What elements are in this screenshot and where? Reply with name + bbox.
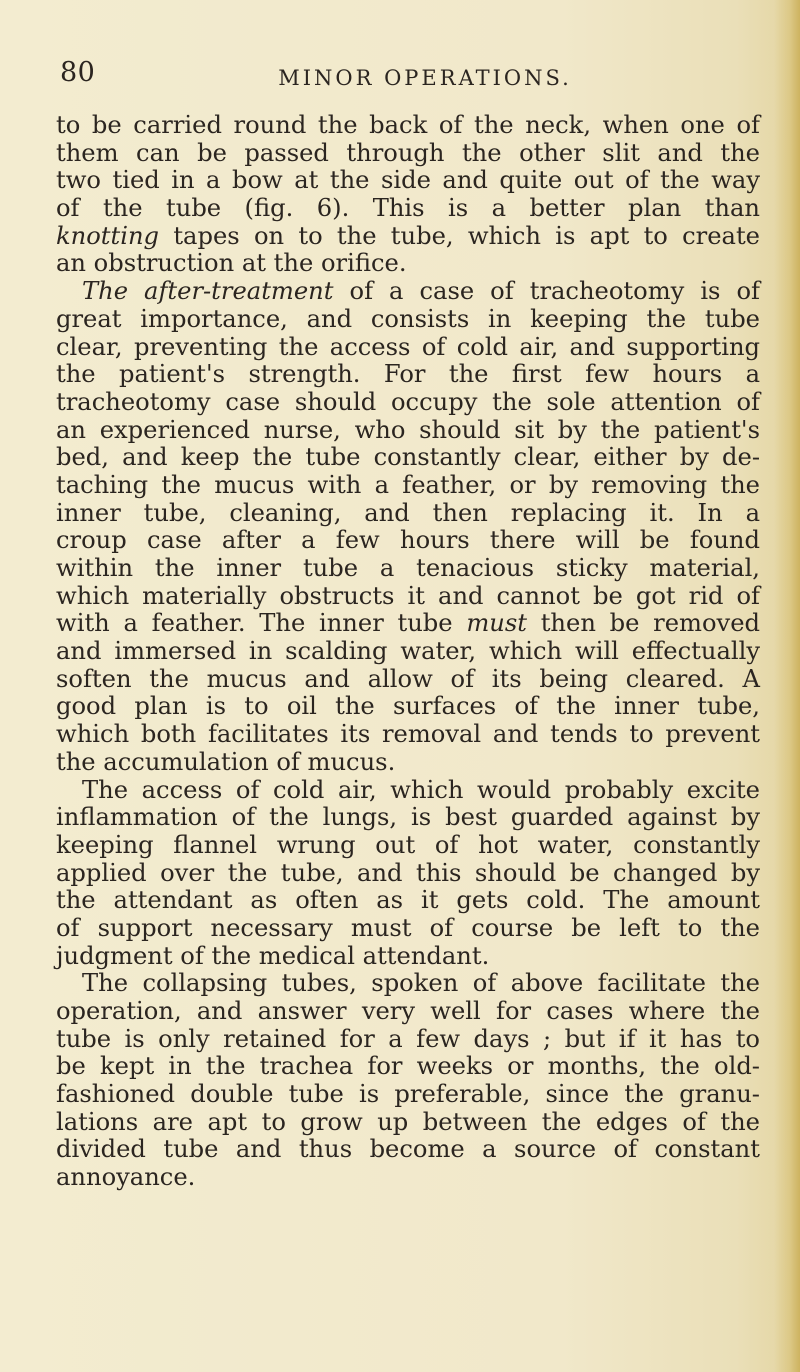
text-line: an experienced nurse, who should sit by the patient's — [56, 415, 760, 444]
text-line: operation, and answer very well for cases where the — [56, 997, 760, 1025]
text-line: good plan is to oil the surfaces of the inner tube, — [56, 692, 760, 721]
text-line: tube is only retained for a few days ; but if it has to — [56, 1024, 760, 1053]
page-edge-stain — [774, 0, 800, 1372]
text-line: of support necessary must of course be left to the — [56, 913, 760, 942]
text-line: annoyance. — [56, 1163, 196, 1192]
text-line: them can be passed through the other slit and the — [56, 138, 760, 167]
text-line: lations are apt to grow up between the edges of the — [56, 1107, 760, 1136]
text-line — [56, 610, 760, 638]
text-line: be kept in the trachea for weeks or months, the old- — [56, 1052, 760, 1081]
text-line: taching the mucus with a feather, or by removing the — [56, 470, 760, 499]
text-line: within the inner tube a tenacious sticky material, — [56, 554, 760, 582]
text-line: which both facilitates its removal and tends to prevent — [56, 720, 760, 749]
text-line: to be carried round the back of the neck, when one of — [56, 111, 760, 139]
body-text — [56, 112, 760, 1192]
text-segment: with a feather. The inner tube — [56, 609, 467, 638]
text-segment: then be removed — [526, 609, 760, 638]
text-line: The collapsing tubes, spoken of above facilitate the — [82, 969, 760, 998]
text-line: the patient's strength. For the first few hours a — [56, 360, 760, 389]
text-line: the accumulation of mucus. — [56, 747, 396, 776]
text-line: the attendant as often as it gets cold. The amount — [56, 886, 760, 915]
text-line: fashioned double tube is preferable, since the granu- — [56, 1080, 760, 1109]
text-line: of the tube (fig. 6). This is a better plan than — [56, 194, 760, 223]
text-line: an obstruction at the orifice. — [56, 249, 407, 278]
text-line: soften the mucus and allow of its being cleared. A — [56, 664, 760, 693]
text-line: and immersed in scalding water, which will effectually — [56, 637, 760, 666]
italic-text: must — [466, 609, 527, 638]
text-line: judgment of the medical attendant. — [56, 941, 490, 970]
text-line: keeping flannel wrung out of hot water, constantly — [56, 830, 760, 859]
text-line: applied over the tube, and this should be changed by — [56, 858, 760, 887]
text-line: bed, and keep the tube constantly clear, either by de- — [56, 443, 760, 472]
running-head: MINOR OPERATIONS. — [278, 66, 572, 90]
text-line — [56, 223, 760, 251]
text-line: croup case after a few hours there will be found — [56, 526, 760, 555]
text-line: inflammation of the lungs, is best guarded against by — [56, 803, 760, 832]
text-line: The access of cold air, which would probably excite — [82, 775, 760, 804]
page-number: 80 — [60, 57, 96, 88]
italic-text: The after-treatment — [82, 277, 334, 306]
text-line: which materially obstructs it and cannot be got rid of — [56, 581, 760, 610]
text-line: tracheotomy case should occupy the sole attention of — [56, 387, 760, 416]
text-line: divided tube and thus become a source of constant — [56, 1135, 760, 1164]
text-line: two tied in a bow at the side and quite out of the way — [56, 166, 760, 195]
text-line: inner tube, cleaning, and then replacing it. In a — [56, 498, 760, 527]
italic-text: knotting — [56, 221, 160, 250]
text-segment: of a case of tracheotomy is of — [333, 277, 761, 306]
text-line: great importance, and consists in keeping the tube — [56, 304, 760, 333]
text-segment: tapes on to the tube, which is apt to create — [159, 221, 760, 250]
page-header — [60, 58, 750, 98]
text-line: clear, preventing the access of cold air, and supporting — [56, 332, 760, 361]
text-line — [56, 278, 760, 306]
